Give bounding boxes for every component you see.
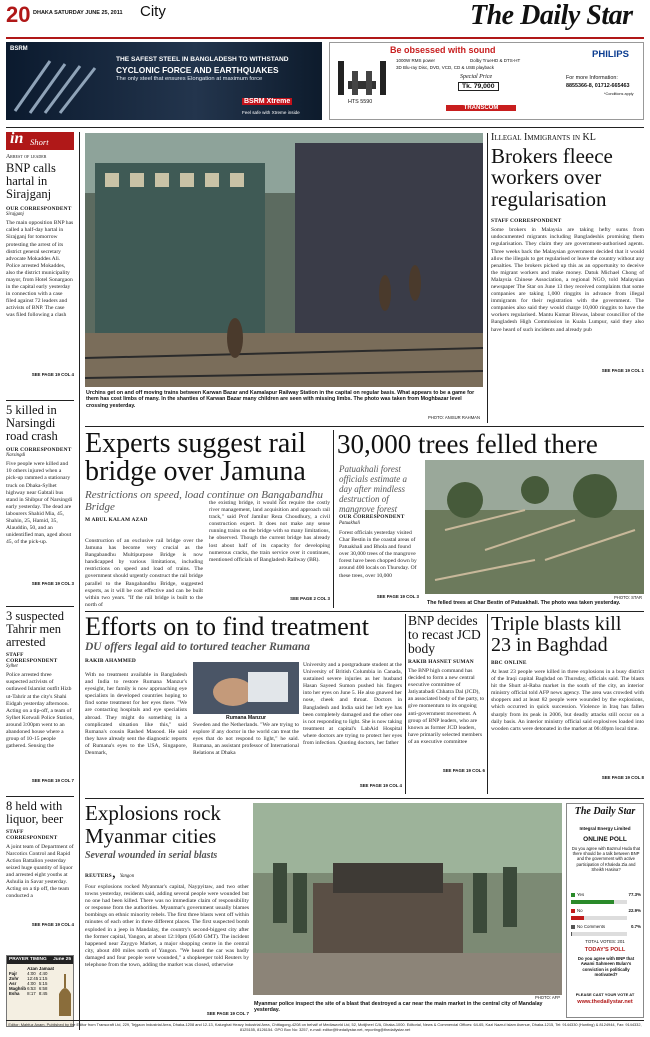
row-rule <box>85 798 644 799</box>
poll-cta: PLEASE CAST YOUR VOTE AT <box>575 992 635 997</box>
prayer-timing-box <box>6 955 74 1027</box>
trains-photo-credit: PHOTO: ANISUR RAHMAN <box>427 415 480 420</box>
felled-trees-credit: PHOTO: STAR <box>614 595 642 600</box>
bnp-jcd-headline: BNP decides to recast JCD body <box>408 613 481 656</box>
in-short-body: Police arrested three suspected activists of outlawed Islamist outfit Hizb ut-Tahrir at the city's Shahi Eidgah yesterday afternoon. Acting on a tip-off, a team of Sylhet Kotwali Police Station, around 3:00pm went to an abandoned house where a group of 10-15 people gathered. Sensing the <box>6 672 74 750</box>
in-short-headline: BNP calls hartal in Sirajganj <box>6 161 56 201</box>
in-short-place: Sylhet <box>6 664 18 670</box>
in-short-see-link[interactable]: SEE PAGE 19 COL 7 <box>31 778 74 784</box>
rumana-photo <box>193 662 299 714</box>
in-short-item <box>6 404 74 616</box>
felled-trees-photo <box>425 460 644 594</box>
in-short-logo-small: Short <box>30 137 49 147</box>
imprint-line: Editor: Mahfuz Anam. Published by the Editor from Transcraft Ltd, 229, Tejgaon Industrial Area, Dhaka-1208 and 12-13, Kalurghat Heavy Industrial Area, Chittagong-4208 on behalf of Mediaworld Ltd, 52, Motijheel C/A, Dhaka-1000. Editorial, News & Commercial Offices: 64-65, Kazi Nazrul Islam Avenue, Dhaka-1215, Tel: 9144330 (Hunting) & 8124944, Fax: 9144332, 8125155, 8126154. GPO Box No: 3257, e-mail: editor@thedailystar.net, reporting@thedailystar.net <box>8 1022 642 1033</box>
efforts-col-3: University and a postgraduate student at the University of British Columbia in Canada, sustained severe injuries as her husband Hasan Sayeed Sumon pushed his fingers into her eyes on June 5. He also gnawed her nose, cheek and throat. Doctors in Bangladesh and India said her left eye has been completely damaged and the other one is not responding to light. She is now taking treatment at capital's LabAid Hospital where doctors are trying to protect her eyes from infection. Quoting doctors, her father <box>303 662 402 747</box>
efforts-col-2: Sweden and the Netherlands. "We are trying to explore if any doctor in the world can treat the eyes that do not respond to light," he said. Rumana, an assistant professor of International Relations at Dhaka <box>193 722 299 757</box>
bsrm-steel-art <box>10 56 100 114</box>
poll-bar-fill <box>571 916 584 920</box>
ad-rule <box>6 127 644 128</box>
trees-deck: Patuakhali forest officials estimate a day after mindless destruction of mangrove forest <box>339 464 407 514</box>
row-rule <box>85 426 644 427</box>
in-short-byline: OUR CORRESPONDENT <box>6 206 72 213</box>
rail-see-link[interactable]: SEE PAGE 2 COL 3 <box>290 596 330 601</box>
poll-bar-fill <box>571 900 614 904</box>
column-rule <box>79 132 80 1030</box>
baghdad-body: At least 23 people were killed in three explosions in a busy district of the Iraqi capital Baghdad on Thursday, officials said. The blasts hit the Shurt al-Raba market in the south of the city, an interior ministry official told AFP news agency. The area was crowded with shoppers and at least 82 people were wounded by the explosions, which occurred in quick succession. Violence in Iraq has fallen sharply from its peak in 2006, but deadly attacks still occur on a daily basis. An interior ministry official said explosives loaded into wooden carts were detonated in the market at 06:40pm local time. <box>491 669 644 732</box>
poll-bar-no-comments <box>571 932 627 936</box>
philips-model: HTS 5590 <box>348 99 373 105</box>
poll-bar-no <box>571 916 627 920</box>
mandalay-blast-photo <box>253 803 562 995</box>
bsrm-tag: Feel safe with Xtreme inside <box>242 110 300 115</box>
mandalay-blast-caption: Myanmar police inspect the site of a blast that destroyed a car near the main market in the central city of Mandalay yesterday. <box>254 1001 543 1014</box>
column-rule <box>487 133 488 423</box>
rail-col-1: Construction of an exclusive rail bridge over the Jamuna has become very crucial as the Bangabandhu Multipurpose Bridge is now handicapped by various limitations, including restrictions on speed and load of trains. The government should urgently construct the rail bridge parallel to the Bangabandhu Bridge, suggested experts, as it will be cost effective and can be built within two years. "If the rail bridge is built to the north of <box>85 538 203 608</box>
brokers-see-link[interactable]: SEE PAGE 19 COL 1 <box>601 368 644 374</box>
in-short-item <box>6 610 74 800</box>
masthead-rule <box>6 37 644 39</box>
poll-question: Do you agree with Bazmul Huda that there should be a talk between BNP and the government with active participation of Khaleda Zia and Sheikh Hasina? <box>571 846 641 872</box>
poll-url-link[interactable]: www.thedailystar.net <box>577 999 633 1005</box>
todays-poll-question: Do you agree with BNP that Awami Sahmeen Bulan's conviction is politically motivated? <box>577 956 635 978</box>
baghdad-see-link[interactable]: SEE PAGE 19 COL 8 <box>601 775 644 780</box>
philips-feature-2: Dolby TrueHD & DTS-HT <box>470 58 521 63</box>
in-short-body: Five people were killed and 10 others injured when a pick-up rammed a stationary truck on Dhaka-Sylhet highway near Gabtali bus stand in Shibpur of Narsingdi early yesterday. The dead are labourers Shahid Mia, 45, Shahin, 25, Hamid, 35, Alauddin, 50, and an unidentified man, aged about 45, of the pick-up. <box>6 461 73 546</box>
in-short-headline: 8 held with liquor, beer <box>6 799 64 826</box>
brokers-byline: STAFF CORRESPONDENT <box>491 218 562 225</box>
dateline: DHAKA SATURDAY JUNE 25, 2011 <box>33 10 123 16</box>
myanmar-place: Yangon <box>119 874 135 879</box>
philips-feature-1: 1000W RMS power <box>396 58 436 63</box>
poll-option-label: No <box>577 908 583 913</box>
poll-dash-icon <box>571 925 575 929</box>
myanmar-byline-row: REUTERS, Yangon <box>85 864 135 881</box>
efforts-deck: DU offers legal aid to tortured teacher Rumana <box>85 641 311 653</box>
prayer-title-text: PRAYER TIMING <box>9 957 47 962</box>
bsrm-product: BSRM Xtreme <box>244 98 291 105</box>
poll-option-pct: 22.9% <box>628 908 641 913</box>
philips-ad[interactable] <box>329 42 644 120</box>
poll-option-no-comments <box>571 924 641 932</box>
myanmar-byline: REUTERS <box>85 873 112 879</box>
footer-rule <box>6 1020 644 1021</box>
poll-cross-icon <box>571 909 575 913</box>
myanmar-article <box>85 802 249 1017</box>
philips-phone: 8855366-8, 01712-665463 <box>566 83 630 89</box>
in-short-body: The main opposition BNP has called a half-day hartal in Sirajganj for tomorrow protesting the arrest of its district general secretary advocate Mokaddes Ali. Police arrested Mokaddes, also the district municipality mayor, from Hotel Sonargaon in the capital early yesterday in connection with a case filed against 72 leaders and activists of BNP. The case was filed following a clash <box>6 220 74 319</box>
bsrm-brand: BSRM <box>10 46 28 52</box>
column-rule <box>405 614 406 794</box>
column-rule <box>487 614 488 794</box>
myanmar-headline: Explosions rock Myanmar cities <box>85 801 221 848</box>
bnp-jcd-see-link[interactable]: SEE PAGE 19 COL 6 <box>442 768 485 773</box>
baghdad-byline: BBC ONLINE <box>491 660 527 666</box>
philips-headline: Be obsessed with sound <box>390 45 496 55</box>
philips-note: *Conditions apply <box>604 92 634 96</box>
efforts-col-1: With no treatment available in Bangladesh and India to restore Rumana Manzur's eyesight, her family is now approaching eye specialists in developed countries hoping to find some treatment for her eyes there. "We are contacting hospitals and eye specialists abroad. They might do something in a complicated situation like this," said Rumana's cousin Rashed Masood. He said they have already sent the diagnostic reports of Rumana's eyes to the USA, Singapore, Denmark, <box>85 672 187 757</box>
efforts-headline: Efforts on to find treatment <box>85 612 370 641</box>
rumana-photo-caption: Rumana Manzur <box>225 715 267 721</box>
efforts-see-link[interactable]: SEE PAGE 19 COL 4 <box>359 783 402 788</box>
poll-option-label: Yes <box>577 892 585 897</box>
rail-article <box>85 430 330 606</box>
divider <box>6 796 74 797</box>
in-short-see-link[interactable]: SEE PAGE 19 COL 4 <box>31 921 74 927</box>
poll-bar-yes <box>571 900 627 904</box>
myanmar-body: Four explosions rocked Myanmar's capital, Naypyitaw, and two other towns yesterday, residents said, adding several people were wounded but no one had been killed. There was no immediate claim of responsibility or response from the authorities. Myanmar's government usually blames bombings on ethnic minority rebels. The first three blasts went off within minutes of each other in three different places. The first suspected bomb exploded in a jeep in Mandalay, the country's second-biggest city after the former capital, Yangon, at about 12:10pm (0540 GMT). The incident happened near Zaygyo Market, a major shopping centre in the central city, about 400 miles north of Yangon. "We heard the car was badly damaged and four people were wounded," a shopkeeper told Reuters by telephone from the town, adding the market was closed, otherwise <box>85 884 249 969</box>
price-tag: Tk. 79,000 <box>458 82 499 91</box>
poll-check-icon <box>571 893 575 897</box>
column-rule <box>333 430 334 608</box>
poll-option-pct: 77.3% <box>628 892 641 897</box>
speaker-product-image <box>336 57 388 97</box>
in-short-headline: 3 suspected Tahrir men arrested <box>6 609 64 649</box>
efforts-byline: RAKIB AHAMMED <box>85 658 136 664</box>
prayer-row: Asr 4:00 5:15 <box>9 981 48 986</box>
page-number: 20 <box>6 2 31 27</box>
in-short-see-link[interactable]: SEE PAGE 19 COL 4 <box>31 372 74 378</box>
myanmar-deck: Several wounded in serial blasts <box>85 850 218 861</box>
poll-option-yes <box>571 892 641 900</box>
brokers-article <box>491 132 644 424</box>
brokers-body: Some brokers in Malaysia are taking hefty sums from undocumented migrants including Bangladeshis promising them regularisation. They claim they are government-authorised agents. Three weeks back the Malaysian government decided that it would allow the illegals to get regularised or leave the country without any penalties. The brokers picked up this as an opportunity to deceive the migrant workers and make money. Datuk Michael Chong of Malaysia Chinese Association, a regional NGO, told Malaysian newspaper The Star on June 13 they received complaints that some companies are taking 1,000 ringgits in advance from illegal immigrants for their registration with the government. The companies also said they would charge 10,000 ringgits to have the workers regularised. Mantu Kumar Biswas, labour councillor of the Bangladesh High Commission in Kuala Lumpur, said they also have heard of such incidents and already pub <box>491 227 644 333</box>
bsrm-line3: The only steel that ensures Elongation at maximum force <box>116 76 263 82</box>
poll-option-pct: 0.7% <box>630 924 641 929</box>
prayer-table <box>9 966 55 996</box>
trains-photo <box>85 133 483 387</box>
in-short-column <box>6 132 75 1030</box>
rail-deck: Restrictions on speed, load continue on Bangabandhu Bridge <box>85 489 323 513</box>
bsrm-ad[interactable] <box>6 42 322 120</box>
in-short-item <box>6 154 74 382</box>
poll-total: TOTAL VOTES: 201 <box>585 939 625 944</box>
prayer-row: Zohr 12:45 1:15 <box>9 976 48 981</box>
in-short-body: A joint team of Department of Narcotics Control and Rapid Action Battalion yesterday seized huge quantity of liquor and arrested eight youths at Ashulia in Savar yesterday. Acting on a tip off, the team conducted a <box>6 843 74 900</box>
brokers-kicker: Illegal Immigrants in KL <box>491 132 596 143</box>
prayer-row: Maghrib 6:53 6:58 <box>9 986 48 991</box>
poll-paper-name: The Daily Star <box>574 806 636 817</box>
poll-option-no <box>571 908 641 916</box>
trees-byline: OUR CORRESPONDENT <box>339 514 405 520</box>
bnp-jcd-article <box>408 614 485 794</box>
in-short-logo-big: in <box>10 130 24 147</box>
paper-name: The Daily Star <box>470 0 633 31</box>
poll-sponsor: Integral Energy Limited <box>579 826 631 831</box>
mandalay-blast-credit: PHOTO: AFP <box>534 995 560 1000</box>
prayer-header-row: Azan Jamaat <box>27 966 55 971</box>
trees-body: Forest officials yesterday visited Char Bestin in the coastal areas of Patuakhali and Bhola and found over 30,000 trees of the mangrove forest have been chopped down by around 400 locals on Thursday. Of these trees, over 10,000 <box>339 530 417 579</box>
myanmar-see-link[interactable]: SEE PAGE 19 COL 7 <box>206 1011 249 1016</box>
in-short-byline: STAFF CORRESPONDENT <box>6 652 58 665</box>
bsrm-line1: THE SAFEST STEEL IN BANGLADESH TO WITHSTAND <box>116 56 289 63</box>
masthead <box>0 0 650 40</box>
bnp-jcd-byline: RAKIB HASNET SUMAN <box>408 659 474 665</box>
trains-photo-caption: Urchins get on and off moving trains between Karwan Bazar and Kamalapur Railway Station in the capital on regular basis. What appears to be a game for them has cost limbs of many. In the shanties of Karwan Bazar many children are seen with missing limbs. The photo was taken from Moghbazar level crossing yesterday. <box>86 390 475 409</box>
in-short-kicker: Arrest of leader <box>6 154 47 160</box>
prayer-row: Fajr 4:00 4:40 <box>9 971 48 976</box>
price-label: Special Price <box>460 74 493 80</box>
bnp-jcd-body: The BNP high command has decided to form a new central executive committee of Jatiyatabadi Chhatra Dal (JCD), an associated body of the party, to give momentum to its ongoing anti-government movement. A group of BNP leaders, who are known as former JCD leaders, have primarily selected members of an executive committee <box>408 668 485 745</box>
baghdad-article <box>491 614 644 794</box>
section-name: City <box>140 3 166 20</box>
divider <box>6 400 74 401</box>
in-short-item <box>6 800 74 944</box>
mosque-icon <box>57 972 73 1016</box>
baghdad-headline: Triple blasts kill 23 in Baghdad <box>491 613 622 656</box>
philips-info-label: For more Information: <box>566 75 618 81</box>
prayer-date: June 25 <box>53 957 71 962</box>
felled-trees-caption: The felled trees at Char Bestin of Patuakhali. The photo was taken yesterday. <box>427 600 621 606</box>
trees-headline: 30,000 trees felled there <box>337 429 598 459</box>
rail-byline: M ABUL KALAM AZAD <box>85 517 148 523</box>
online-poll <box>566 803 644 1018</box>
transcom-logo: TRANSCOM <box>446 105 516 111</box>
prayer-title <box>7 956 73 964</box>
efforts-article <box>85 614 402 794</box>
bsrm-line2: CYCLONIC FORCE AND EARTHQUAKES <box>116 65 279 75</box>
in-short-see-link[interactable]: SEE PAGE 19 COL 3 <box>31 581 74 587</box>
rail-col-2: the existing bridge, it would not require the costly river management, land acquisition and approach rail track," said Prof Jamilur Reza Choudhury, a civil construction expert. It does not make any sense running trains on the bridge with so many limitations, he observed. Though the current bridge has already lost about half of its capacity for developing numerous cracks, the train service over it continues, mentioned officials of Bangladesh Railway (BR). <box>209 500 330 563</box>
philips-feature-3: 3D Blu-ray Disc, DVD, VCD, CD & USB playback <box>396 65 495 70</box>
in-short-byline: OUR CORRESPONDENT <box>6 447 72 454</box>
poll-title: ONLINE POLL <box>583 836 627 843</box>
poll-option-label: No Comments <box>577 924 606 929</box>
in-short-byline: STAFF CORRESPONDENT <box>6 828 58 841</box>
divider <box>6 606 74 607</box>
trees-see-link[interactable]: SEE PAGE 19 COL 3 <box>376 594 419 599</box>
trees-place: Patuakhali <box>339 521 361 526</box>
todays-poll-label: TODAY'S POLL <box>584 947 626 953</box>
philips-brand: PHILIPS <box>592 49 629 60</box>
in-short-headline: 5 killed in Narsingdi road crash <box>6 403 58 443</box>
brokers-headline: Brokers fleece workers over regularisation <box>491 144 613 211</box>
prayer-row: Esha 8:17 8:45 <box>9 991 48 996</box>
in-short-logo <box>6 132 74 150</box>
trees-article <box>337 430 644 610</box>
rail-headline: Experts suggest rail bridge over Jamuna <box>85 428 306 487</box>
in-short-place: Sirajganj <box>6 212 24 218</box>
in-short-place: Narsingdi <box>6 453 26 459</box>
